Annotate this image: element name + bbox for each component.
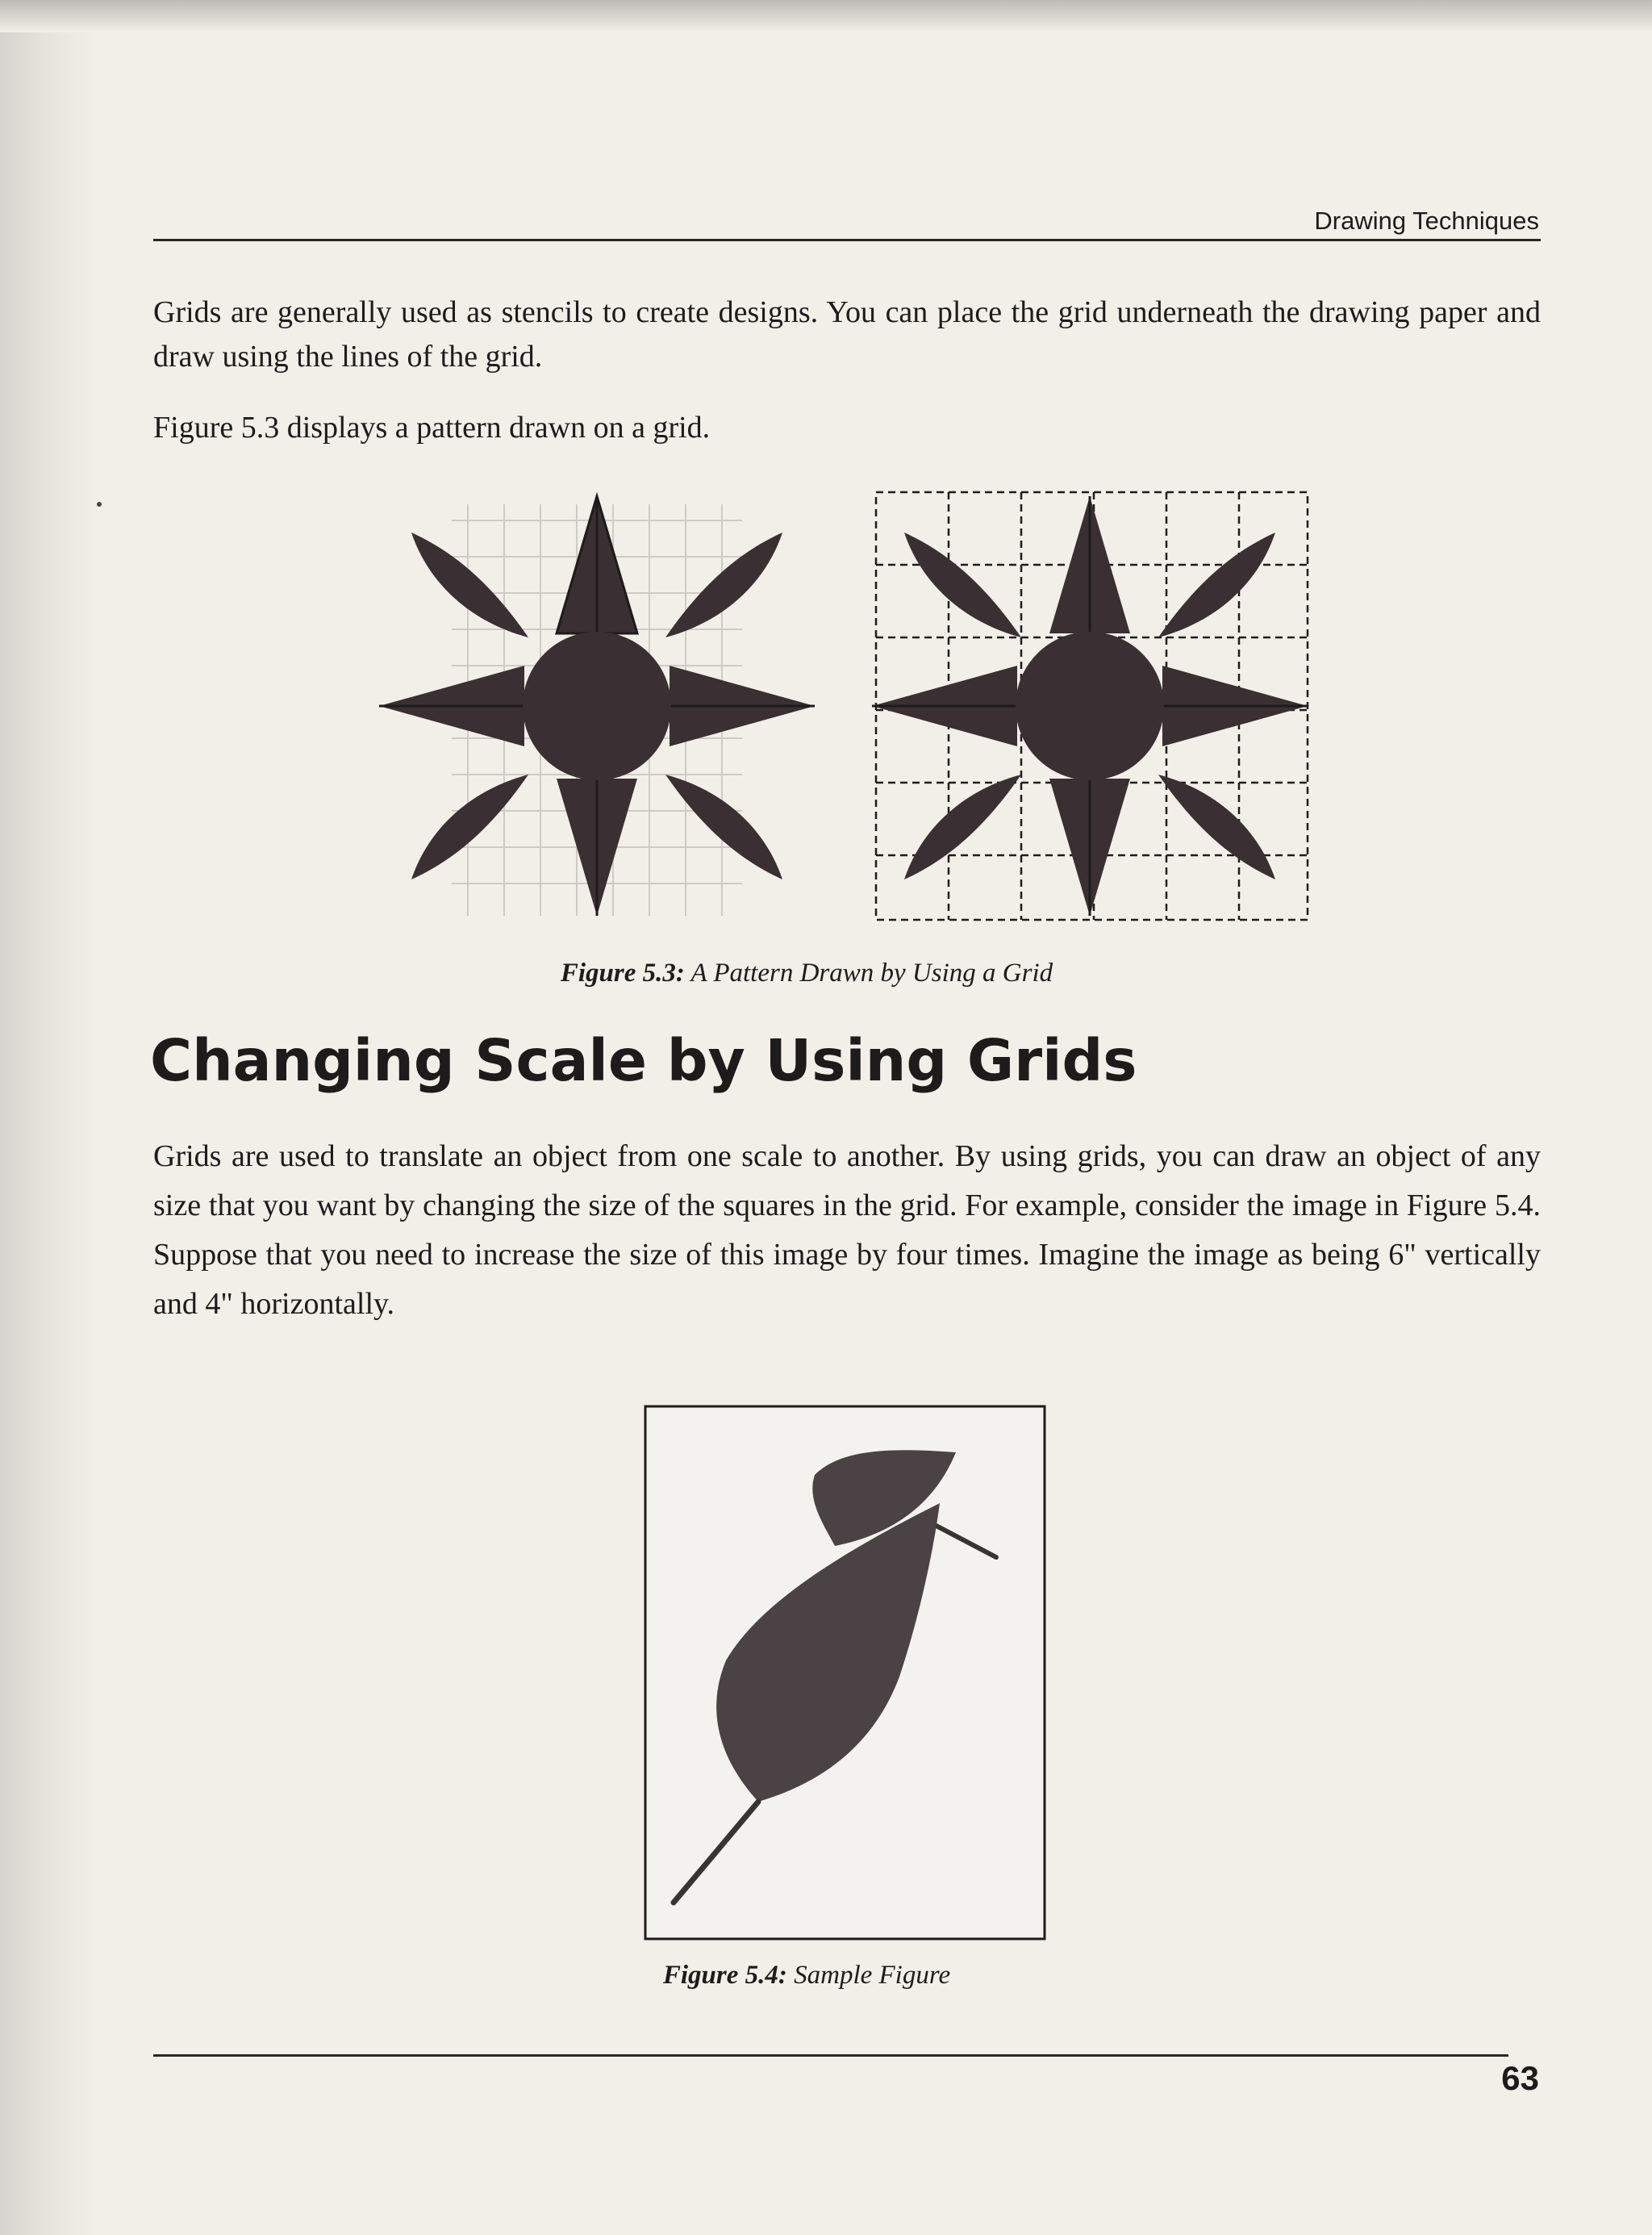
sun-star-motif-copy xyxy=(872,496,1308,916)
section-heading: Changing Scale by Using Grids xyxy=(150,1027,1137,1094)
figure-5-3-solid-grid-pattern xyxy=(379,488,815,924)
figure-5-3-number: Figure 5.3: xyxy=(560,959,685,988)
running-header: Drawing Techniques xyxy=(1314,207,1539,235)
figure-5-4-title: Sample Figure xyxy=(794,1961,951,1990)
margin-mark xyxy=(97,502,102,507)
paragraph-figure-reference: Figure 5.3 displays a pattern drawn on a grid. xyxy=(153,411,711,445)
paragraph-grids-stencils: Grids are generally used as stencils to create designs. You can place the grid underneath the drawing paper and draw using the lines of the grid. xyxy=(153,295,1541,374)
page-top-shadow xyxy=(0,0,1652,32)
sun-star-motif xyxy=(379,496,815,916)
figure-5-4-number: Figure 5.4: xyxy=(662,1961,787,1990)
figure-5-3-title: A Pattern Drawn by Using a Grid xyxy=(690,959,1053,988)
header-rule xyxy=(153,239,1541,241)
footer-rule xyxy=(153,2054,1508,2057)
page-number: 63 xyxy=(1501,2059,1539,2097)
paragraph-scale-grids: Grids are used to translate an object from one scale to another. By using grids, you can draw an object of any size that you want by changing the size of the squares in the grid. For example, consider the image in Figure 5.4. Suppose that you need to increase the size of this image by four times. Imagine the image as being 6" vertically and 4" horizontally. xyxy=(153,1139,1541,1321)
figure-5-4-caption xyxy=(516,1961,1097,1991)
figure-5-4-leaf-image xyxy=(641,1402,1049,1943)
figure-5-3-caption xyxy=(484,959,1129,988)
figure-5-3-dashed-grid-pattern xyxy=(870,488,1313,924)
book-spine-shadow xyxy=(0,0,97,2235)
